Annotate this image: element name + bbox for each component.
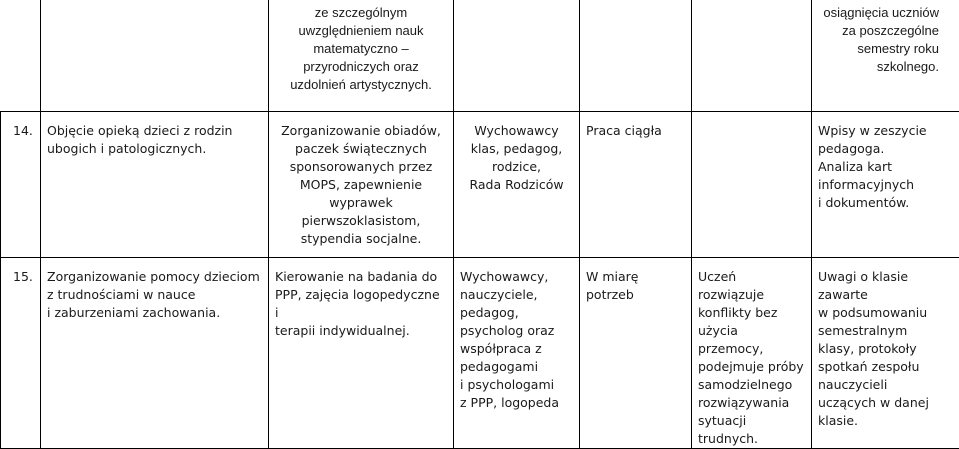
cell-responsible: Wychowawcy, nauczyciele, pedagog, psycholog oraz współpraca z pedagogami i psychologami z PPP, logopeda — [454, 258, 580, 449]
cell-responsible: Wychowawcy klas, pedagog, rodzice, Rada Rodziców — [454, 112, 580, 258]
cell-task — [41, 0, 269, 112]
cell-no — [1, 0, 41, 112]
cell-evaluation: Uwagi o klasie zawarte w podsumowaniu semestralnym klasy, protokoły spotkań zespołu nauczycieli uczących w danej klasie. — [812, 258, 959, 449]
cell-term: Praca ciągła — [580, 112, 692, 258]
cell-indicator: Uczeń rozwiązuje konflikty bez użycia przemocy, podejmuje próby samodzielnego rozwiązywania sytuacji trudnych. — [692, 258, 812, 449]
cell-task: Zorganizowanie pomocy dzieciom z trudnościami w nauce i zaburzeniami zachowania. — [41, 258, 269, 449]
table-row — [1, 0, 959, 112]
cell-no: 14. — [1, 112, 41, 258]
cell-indicator — [692, 0, 812, 112]
cell-method: Zorganizowanie obiadów, paczek świątecznych sponsorowanych przez MOPS, zapewnienie wyprawek pierwszoklasistom, stypendia socjalne. — [269, 112, 454, 258]
cell-evaluation: osiągnięcia uczniów za poszczególne semestry roku szkolnego. — [812, 0, 959, 112]
cell-no: 15. — [1, 258, 41, 449]
table-row — [1, 258, 959, 449]
cell-indicator — [692, 112, 812, 258]
cell-term: W miarę potrzeb — [580, 258, 692, 449]
cell-task: Objęcie opieką dzieci z rodzin ubogich i patologicznych. — [41, 112, 269, 258]
table-row — [1, 112, 959, 258]
cell-method: ze szczególnym uwzględnieniem nauk matematyczno – przyrodniczych oraz uzdolnień artystycznych. — [269, 0, 454, 112]
cell-evaluation: Wpisy w zeszycie pedagoga. Analiza kart informacyjnych i dokumentów. — [812, 112, 959, 258]
cell-responsible — [454, 0, 580, 112]
cell-term — [580, 0, 692, 112]
cell-method: Kierowanie na badania do PPP, zajęcia logopedyczne i terapii indywidualnej. — [269, 258, 454, 449]
